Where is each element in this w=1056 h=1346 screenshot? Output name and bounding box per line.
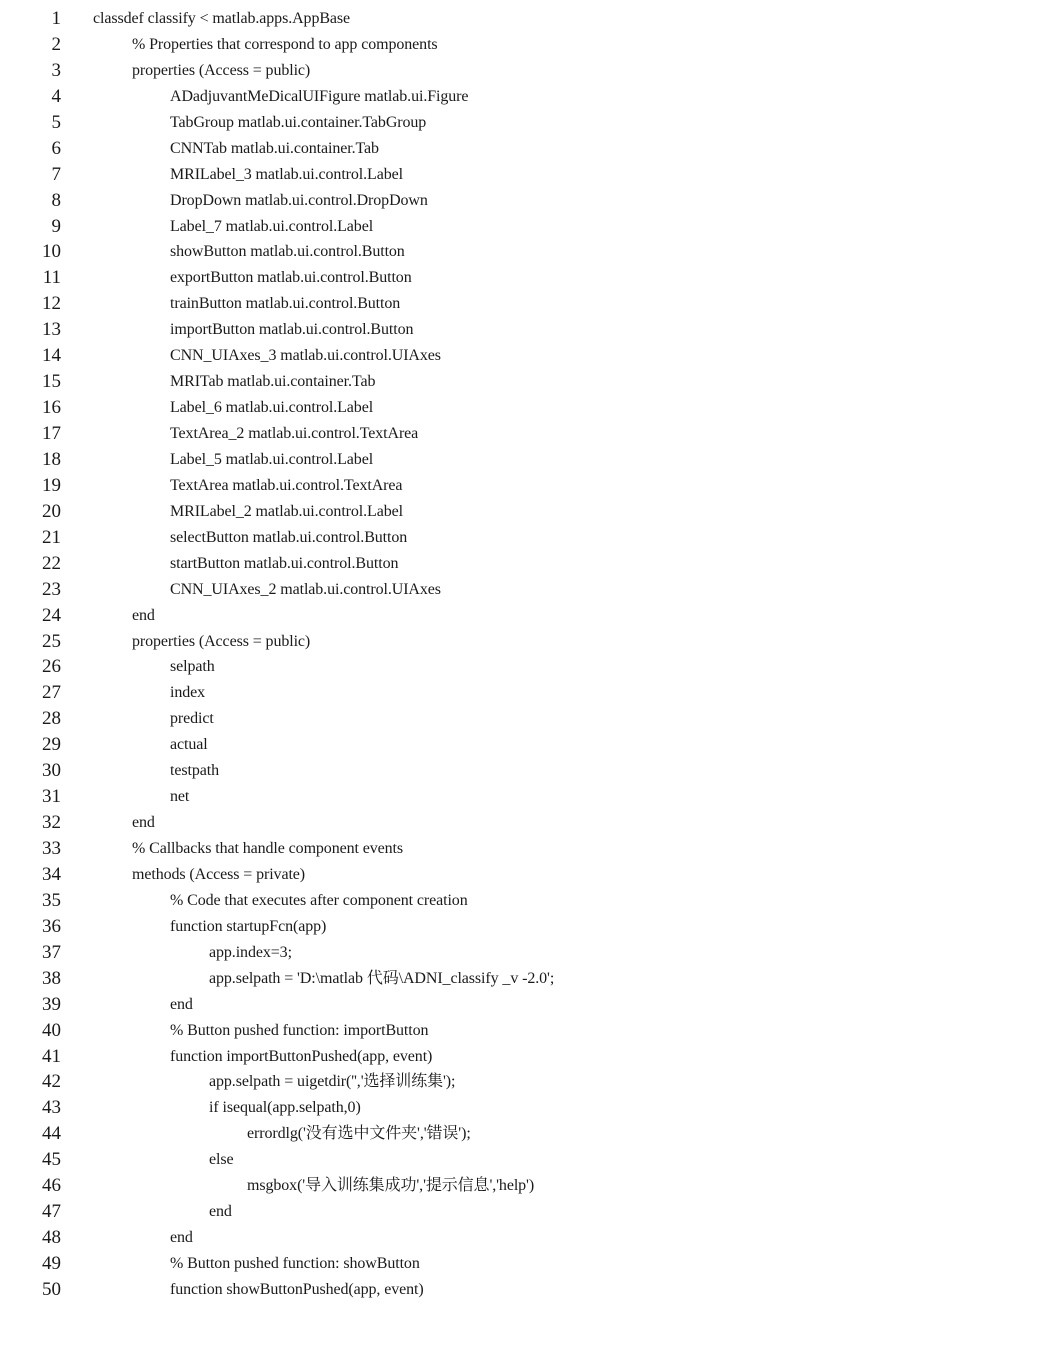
code-text: % Button pushed function: showButton xyxy=(170,1255,420,1272)
code-text: Label_5 matlab.ui.control.Label xyxy=(170,450,374,468)
line-number: 10 xyxy=(42,241,61,263)
code-text: selpath xyxy=(170,658,215,676)
line-number: 25 xyxy=(42,630,61,652)
code-line xyxy=(0,1251,1056,1277)
code-text: errordlg('没有选中文件夹','错误'); xyxy=(247,1125,471,1143)
line-number: 29 xyxy=(42,734,61,756)
code-text: TabGroup matlab.ui.container.TabGroup xyxy=(170,113,427,131)
code-line xyxy=(0,84,1056,110)
line-number: 48 xyxy=(42,1227,61,1249)
code-line xyxy=(0,810,1056,836)
line-number: 16 xyxy=(42,397,61,419)
line-number: 40 xyxy=(42,1019,61,1041)
code-line xyxy=(0,58,1056,84)
code-text: MRILabel_3 matlab.ui.control.Label xyxy=(170,165,403,183)
code-text: msgbox('导入训练集成功','提示信息','help') xyxy=(247,1177,535,1195)
line-number: 46 xyxy=(42,1175,61,1197)
code-line xyxy=(0,525,1056,551)
code-line xyxy=(0,421,1056,447)
code-line xyxy=(0,758,1056,784)
code-line xyxy=(0,1069,1056,1095)
code-line xyxy=(0,1095,1056,1121)
line-number: 12 xyxy=(42,293,61,315)
code-line xyxy=(0,369,1056,395)
code-text: % Code that executes after component creation xyxy=(170,891,468,909)
line-number: 15 xyxy=(42,371,61,393)
line-number: 5 xyxy=(51,111,61,133)
code-line xyxy=(0,992,1056,1018)
code-text: function showButtonPushed(app, event) xyxy=(170,1280,424,1298)
code-line xyxy=(0,888,1056,914)
code-line xyxy=(0,1199,1056,1225)
code-line xyxy=(0,473,1056,499)
line-number: 33 xyxy=(42,838,61,859)
code-text: else xyxy=(209,1151,234,1169)
line-number: 30 xyxy=(42,760,61,782)
line-number: 22 xyxy=(42,552,61,574)
code-line xyxy=(0,214,1056,240)
code-line xyxy=(0,343,1056,369)
code-line xyxy=(0,136,1056,162)
code-text: testpath xyxy=(170,762,219,780)
code-text: end xyxy=(209,1203,232,1221)
code-text: end xyxy=(170,995,193,1013)
line-number: 27 xyxy=(42,682,61,704)
code-text: properties (Access = public) xyxy=(132,61,311,79)
code-text: % Properties that correspond to app components xyxy=(132,35,438,53)
code-text: app.selpath = uigetdir('','选择训练集'); xyxy=(209,1073,456,1091)
code-text: trainButton matlab.ui.control.Button xyxy=(170,295,401,313)
line-number: 38 xyxy=(42,967,61,989)
code-line xyxy=(0,6,1056,32)
line-number: 31 xyxy=(42,786,61,808)
code-line xyxy=(0,499,1056,525)
code-line xyxy=(0,317,1056,343)
code-line xyxy=(0,603,1056,629)
line-number: 6 xyxy=(51,137,61,159)
code-text: predict xyxy=(170,710,214,728)
code-line xyxy=(0,940,1056,966)
code-line xyxy=(0,784,1056,810)
code-text: showButton matlab.ui.control.Button xyxy=(170,243,405,261)
code-text: importButton matlab.ui.control.Button xyxy=(170,321,414,339)
line-number: 34 xyxy=(42,863,61,885)
code-line xyxy=(0,188,1056,214)
code-text: Label_6 matlab.ui.control.Label xyxy=(170,399,374,417)
code-text: actual xyxy=(170,736,208,754)
code-text: CNN_UIAxes_2 matlab.ui.control.UIAxes xyxy=(170,580,441,598)
code-line xyxy=(0,32,1056,58)
line-number: 9 xyxy=(51,215,61,237)
line-number: 4 xyxy=(51,85,61,107)
code-text: net xyxy=(170,788,190,806)
code-text: DropDown matlab.ui.control.DropDown xyxy=(170,191,428,209)
code-line xyxy=(0,654,1056,680)
line-number: 19 xyxy=(42,474,61,496)
line-number: 45 xyxy=(42,1149,61,1171)
code-line xyxy=(0,680,1056,706)
line-number: 35 xyxy=(42,889,61,911)
code-text: app.selpath = 'D:\matlab 代码\ADNI_classify _v -2.0'; xyxy=(209,969,555,987)
code-line xyxy=(0,447,1056,473)
line-number: 44 xyxy=(42,1123,61,1145)
line-number: 26 xyxy=(42,656,61,678)
line-number: 1 xyxy=(51,8,61,29)
line-number: 32 xyxy=(42,812,61,834)
code-text: ADadjuvantMeDicalUIFigure matlab.ui.Figure xyxy=(170,87,469,105)
line-number: 11 xyxy=(42,267,61,289)
code-text: CNN_UIAxes_3 matlab.ui.control.UIAxes xyxy=(170,347,441,365)
line-number: 8 xyxy=(51,189,61,211)
code-line xyxy=(0,395,1056,421)
line-number: 41 xyxy=(42,1045,61,1067)
code-text: selectButton matlab.ui.control.Button xyxy=(170,528,408,546)
code-text: TextArea matlab.ui.control.TextArea xyxy=(170,476,403,494)
code-line xyxy=(0,291,1056,317)
code-text: function startupFcn(app) xyxy=(170,917,327,935)
code-text: methods (Access = private) xyxy=(132,865,306,883)
code-line xyxy=(0,239,1056,265)
code-text: classdef classify < matlab.apps.AppBase xyxy=(93,10,351,27)
line-number: 21 xyxy=(42,526,61,548)
code-line xyxy=(0,551,1056,577)
code-line xyxy=(0,862,1056,888)
code-text: function importButtonPushed(app, event) xyxy=(170,1047,433,1065)
line-number: 23 xyxy=(42,578,61,600)
code-text: if isequal(app.selpath,0) xyxy=(209,1099,361,1117)
code-line xyxy=(0,1147,1056,1173)
line-number: 7 xyxy=(51,163,61,185)
code-text: end xyxy=(132,814,155,832)
code-text: % Callbacks that handle component events xyxy=(132,840,404,857)
code-text: index xyxy=(170,684,206,702)
code-line xyxy=(0,706,1056,732)
line-number: 43 xyxy=(42,1097,61,1119)
line-number: 47 xyxy=(42,1201,61,1223)
code-text: properties (Access = public) xyxy=(132,632,311,650)
code-text: startButton matlab.ui.control.Button xyxy=(170,554,399,572)
code-text: app.index=3; xyxy=(209,943,292,961)
line-number: 36 xyxy=(42,915,61,937)
code-line xyxy=(0,966,1056,992)
line-number: 20 xyxy=(42,500,61,522)
code-line xyxy=(0,1173,1056,1199)
code-line xyxy=(0,110,1056,136)
code-line xyxy=(0,1018,1056,1044)
code-text: end xyxy=(132,606,155,624)
line-number: 13 xyxy=(42,319,61,341)
code-line xyxy=(0,836,1056,862)
code-line xyxy=(0,577,1056,603)
code-line xyxy=(0,914,1056,940)
line-number: 17 xyxy=(42,423,61,444)
code-text: CNNTab matlab.ui.container.Tab xyxy=(170,139,379,157)
line-number: 50 xyxy=(42,1278,61,1300)
line-number: 37 xyxy=(42,941,61,963)
line-number: 2 xyxy=(51,33,61,55)
code-line xyxy=(0,732,1056,758)
code-line xyxy=(0,1277,1056,1303)
line-number: 24 xyxy=(42,604,61,626)
line-number: 28 xyxy=(42,708,61,730)
code-line xyxy=(0,1121,1056,1147)
code-line xyxy=(0,629,1056,655)
code-line xyxy=(0,162,1056,188)
line-number: 49 xyxy=(42,1253,61,1274)
code-text: MRITab matlab.ui.container.Tab xyxy=(170,373,376,391)
code-text: TextArea_2 matlab.ui.control.TextArea xyxy=(170,425,419,442)
code-line xyxy=(0,265,1056,291)
code-text: Label_7 matlab.ui.control.Label xyxy=(170,217,374,235)
line-number: 42 xyxy=(42,1071,61,1093)
code-text: exportButton matlab.ui.control.Button xyxy=(170,269,412,287)
code-text: % Button pushed function: importButton xyxy=(170,1021,429,1039)
line-number: 39 xyxy=(42,993,61,1015)
line-number: 18 xyxy=(42,448,61,470)
line-number: 14 xyxy=(42,345,61,367)
code-text: MRILabel_2 matlab.ui.control.Label xyxy=(170,502,403,520)
code-text: end xyxy=(170,1229,193,1247)
code-line xyxy=(0,1044,1056,1070)
line-number: 3 xyxy=(51,59,61,81)
code-line xyxy=(0,1225,1056,1251)
code-listing xyxy=(0,6,1056,1303)
